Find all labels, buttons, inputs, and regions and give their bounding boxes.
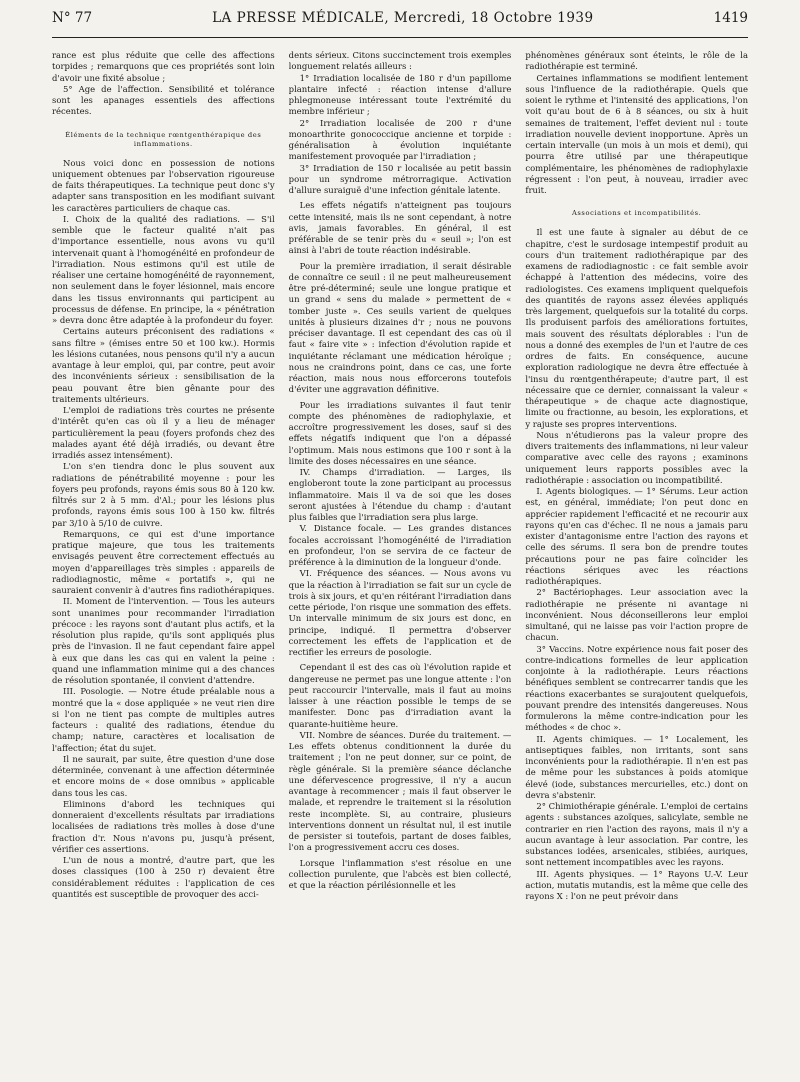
paragraph: L'emploi de radiations très courtes ne présente d'intérêt qu'en cas où il y a lieu de ménager particulièrement la peau (foyers profonds chez des malades ayant été déjà irradiés, ou devant être irradiés assez intensément). (52, 405, 275, 460)
paragraph: 5° Age de l'affection. Sensibilité et tolérance sont les apanages essentiels des affections récentes. (52, 83, 275, 117)
paragraph: Pour les irradiations suivantes il faut tenir compte des phénomènes de radiophylaxie, et accroître progressivement les doses, sauf si des effets négatifs indiquent que l'on a dépassé l'optimum. Mais nous estimons que 100 r sont à la limite des doses nécessaires en une séance. (288, 399, 512, 466)
paragraph: V. Distance focale. — Les grandes distances focales accroissant l'homogénéité de l'irradiation en profondeur, l'on se servira de ce facteur de préférence à la diminution de la longueur d'onde. (288, 523, 512, 567)
column-1 (52, 50, 275, 1072)
paragraph: I. Choix de la qualité des radiations. — S'il semble que le facteur qualité n'ait pas d'importance essentielle, nous avons vu qu'il intervenait quant à l'homogénéité en profondeur de l'irradiation. Nous estimons qu'il est utile de réaliser une certaine homogénéité de rayonnement, non seulement dans le foyer lésionnel, mais encore dans les tissus environnants qui participent au processus de défense. En principe, la « pénétration » devra donc être adaptée à la profondeur du foyer. (52, 213, 275, 325)
column-2 (289, 50, 512, 1072)
paragraph: Certains auteurs préconisent des radiations « sans filtre » (émises entre 50 et 100 kw.). Hormis les lésions cutanées, nous pensons qu'il n'y a aucun avantage à leur emploi, qui, par contre, peut avoir des inconvénients sérieux : sensibilisation de la peau pouvant être bien gênante pour des traitements ultérieurs. (52, 326, 275, 404)
paragraph: Nous n'étudierons pas la valeur propre des divers traitements des inflammations, ni leur valeur comparative avec celle des rayons ; examinons uniquement leurs rapports possibles avec la radiothérapie : association ou incompatibilité. (525, 429, 749, 485)
page-number: 1419 (713, 10, 748, 26)
paragraph: 2° Irradiation localisée de 200 r d'une monoarthrite gonococcique ancienne et torpide : généralisation à évolution inquiétante manifestement provoquée par l'irradiation ; (288, 117, 512, 162)
paragraph: III. Posologie. — Notre étude préalable nous a montré que la « dose appliquée » ne veut rien dire si l'on ne tient pas compte de multiples autres facteurs : qualité des radiations, étendue du champ; nature, caractères et localisation de l'affection; état du sujet. (52, 686, 275, 753)
paragraph: Certaines inflammations se modifient lentement sous l'influence de la radiothérapie. Quels que soient le rythme et l'intensité des applications, l'on voit qu'au bout de 6 à 8 séances, ou six à huit semaines de traitement, l'effet devient nul : toute irradiation nouvelle devient inopportune. Après un certain intervalle (un mois à un mois et demi), qui pourra être utilisé par une thérapeutique complémentaire, les phénomènes de radiophylaxie régressent : l'on peut, à nouveau, irradier avec fruit. (525, 72, 749, 195)
paragraph: Lorsque l'inflammation s'est résolue en une collection purulente, que l'abcès est bien collecté, et que la réaction périlésionnelle et les (288, 857, 512, 890)
paragraph: rance est plus réduite que celle des affections torpides ; remarquons que ces propriétés sont loin d'avoir une fixité absolue ; (52, 50, 275, 83)
paragraph: I. Agents biologiques. — 1° Sérums. Leur action est, en général, immédiate; l'on peut donc en apprécier rapidement l'efficacité et ne recourir aux rayons qu'en cas d'échec. Il ne nous a jamais paru exister d'antagonisme entre l'action des rayons et celle des sérums. Il sera bon de prendre toutes précautions pour ne pas faire coïncider les réactions sériques avec les réactions radiothérapiques. (525, 486, 749, 586)
paragraph: Eliminons d'abord les techniques qui donneraient d'excellents résultats par irradiations localisées de radiations très molles à dose d'une fraction d'r. Nous n'avons pu, jusqu'à présent, vérifier ces assertions. (52, 798, 275, 854)
column-3 (525, 50, 748, 1072)
page-header (52, 10, 748, 38)
paragraph: L'on s'en tiendra donc le plus souvent aux radiations de pénétrabilité moyenne : pour les foyers peu profonds, rayons émis sous 80 à 120 kw. filtrés sur 2 à 5 mm. d'Al.; pour les lésions plus profonds, rayons émis sous 100 à 150 kw. filtrés par 3/10 à 5/10 de cuivre. (52, 461, 275, 528)
paragraph: Cependant il est des cas où l'évolution rapide et dangereuse ne permet pas une longue attente : l'on peut raccourcir l'intervalle, mais il faut au moins laisser à une réaction possible le temps de se manifester. Donc pas d'irradiation avant la quarante-huitième heure. (288, 662, 512, 729)
paragraph: II. Agents chimiques. — 1° Localement, les antiseptiques faibles, non irritants, sont sans inconvénients pour la radiothérapie. Il n'en est pas de même pour les substances à poids atomique élevé (iode, substances mercurielles, etc.) dont on devra s'abstenir. (525, 733, 749, 800)
paragraph: Les effets négatifs n'atteignent pas toujours cette intensité, mais ils ne sont cependant, à notre avis, jamais favorables. En général, il est préférable de se tenir près du « seuil »; l'on est ainsi à l'abri de toute réaction indésirable. (288, 200, 512, 256)
paragraph: II. Moment de l'intervention. — Tous les auteurs sont unanimes pour recommander l'irradiation précoce : les rayons sont d'autant plus actifs, et la résolution plus rapide, qu'ils sont appliqués plus près de l'invasion. Il ne faut cependant faire appel à eux que dans les cas qui en valent la peine : quand une inflammation minime qui a des chances de résolution spontanée, il convient d'attendre. (52, 596, 275, 685)
paragraph: Il est une faute à signaler au début de ce chapitre, c'est le surdosage intempestif produit au cours d'un traitement radiothérapique par des examens de radiodiagnostic : ce fait semble avoir échappé à l'attention des médecins, voire des radiologistes. Ces examens impliquent quelquefois des quantités de rayons assez élevées appliqués très largement, quelquefois sur la totalité du corps. Ils produisent parfois des améliorations fortuites, mais souvent des résultats déplorables : l'un de nous a donné des exemples de l'un et l'autre de ces ordres de faits. En conséquence, aucune exploration radiologique ne devra être effectuée à l'insu du rœntgenthérapeute; d'autre part, il est nécessaire que ce dernier, connaissant la valeur « thérapeutique » de chaque acte diagnostique, limite ou fractionne, au besoin, les explorations, et y rajuste ses propres interventions. (525, 227, 749, 429)
journal-title: LA PRESSE MÉDICALE, Mercredi, 18 Octobre 1939 (212, 10, 594, 26)
text-columns (52, 50, 748, 1072)
paragraph: Remarquons, ce qui est d'une importance pratique majeure, que tous les traitements envisagés peuvent être correctement effectués au moyen d'appareillages très simples : appareils de radiodiagnostic, même « portatifs », qui ne sauraient convenir à d'autres fins radiothérapiques. (52, 528, 275, 595)
paragraph: 3° Irradiation de 150 r localisée au petit bassin pour un syndrome métrorragique. Activation d'allure suraiguë d'une infection génitale latente. (288, 162, 512, 195)
paragraph: VII. Nombre de séances. Durée du traitement. — Les effets obtenus conditionnent la durée du traitement ; l'on ne peut donner, sur ce point, de règle générale. Si la première séance déclanche une défervescence progressive, il n'y a aucun avantage à recommencer ; mais il faut observer le malade, et reprendre le traitement si la résolution reste incomplète. Si, au contraire, plusieurs interventions donnent un résultat nul, il est inutile de persister si toutefois, partant de doses faibles, l'on a progressivement accru ces doses. (288, 729, 512, 853)
section-heading: Éléments de la technique rœntgenthérapique des inflammations. (65, 130, 262, 148)
paragraph: Nous voici donc en possession de notions uniquement obtenues par l'observation rigoureuse de faits thérapeutiques. La technique peut donc s'y adapter sans transposition en les modifiant suivant les caractères particuliers de chaque cas. (52, 157, 275, 213)
paragraph: dents sérieux. Citons succinctement trois exemples longuement relatés ailleurs : (288, 50, 512, 72)
paragraph: phénomènes généraux sont éteints, le rôle de la radiothérapie est terminé. (525, 50, 749, 72)
paragraph: III. Agents physiques. — 1° Rayons U.-V. Leur action, mutatis mutandis, est la même que celle des rayons X : l'on ne peut prévoir dans (525, 868, 749, 901)
paragraph: VI. Fréquence des séances. — Nous avons vu que la réaction à l'irradiation se fait sur un cycle de trois à six jours, et qu'en réitérant l'irradiation dans cette période, l'on risque une sommation des effets. Un intervalle minimum de six jours est donc, en principe, indiqué. Il permettra d'observer correctement les effets de l'application et de rectifier les erreurs de posologie. (288, 568, 512, 657)
paragraph: L'un de nous a montré, d'autre part, que les doses classiques (100 à 250 r) devaient être considérablement réduites : l'application de ces quantités est susceptible de provoquer des acci- (52, 855, 275, 899)
paragraph: 1° Irradiation localisée de 180 r d'un papillome plantaire infecté : réaction intense d'allure phlegmoneuse intéressant toute l'extrémité du membre inférieur ; (288, 72, 512, 117)
paragraph: IV. Champs d'irradiation. — Larges, ils engloberont toute la zone participant au processus inflammatoire. Mais il va de soi que les doses seront ajustées à l'étendue du champ : d'autant plus faibles que l'irradiation sera plus large. (288, 467, 512, 522)
paragraph: 2° Bactériophages. Leur association avec la radiothérapie ne présente ni avantage ni inconvénient. Nous déconseillerons leur emploi simultané, qui ne laisse pas voir l'action propre de chacun. (525, 587, 749, 643)
paragraph: Pour la première irradiation, il serait désirable de connaître ce seuil : il ne peut malheureusement être pré-déterminé; seule une longue pratique et un grand « sens du malade » permettent de « tomber juste ». Ces seuils varient de quelques unités à plusieurs dizaines d'r ; nous ne pouvons préciser davantage. Il est cependant des cas où il faut « faire vite » : infection d'évolution rapide et inquiétante réclamant une médication héroïque ; nous ne craindrons point, dans ce cas, une forte réaction, mais nous nous efforcerons toutefois d'éviter une aggravation définitive. (288, 260, 512, 395)
paragraph: Il ne saurait, par suite, être question d'une dose déterminée, convenant à une affection déterminée et encore moins de « dose omnibus » applicable dans tous les cas. (52, 753, 275, 798)
section-heading: Associations et incompatibilités. (571, 209, 702, 218)
paragraph: 3° Vaccins. Notre expérience nous fait poser des contre-indications formelles de leur application conjointe à la radiothérapie. Leurs réactions bénéfiques semblent se contrecarrer tandis que les réactions exacerbantes se surajoutent quelquefois, pouvant prendre des intensités dangereuses. Nous formulerons la même contre-indication pour les méthodes « de choc ». (525, 643, 749, 733)
issue-number: N° 77 (52, 10, 93, 26)
paragraph: 2° Chimiothérapie générale. L'emploi de certains agents : substances azoïques, salicylate, semble ne contrarier en rien l'action des rayons, mais il n'y a aucun avantage à leur association. Par contre, les substances iodées, arsenicales, stibiées, auriques, sont nettement incompatibles avec les rayons. (525, 801, 749, 868)
